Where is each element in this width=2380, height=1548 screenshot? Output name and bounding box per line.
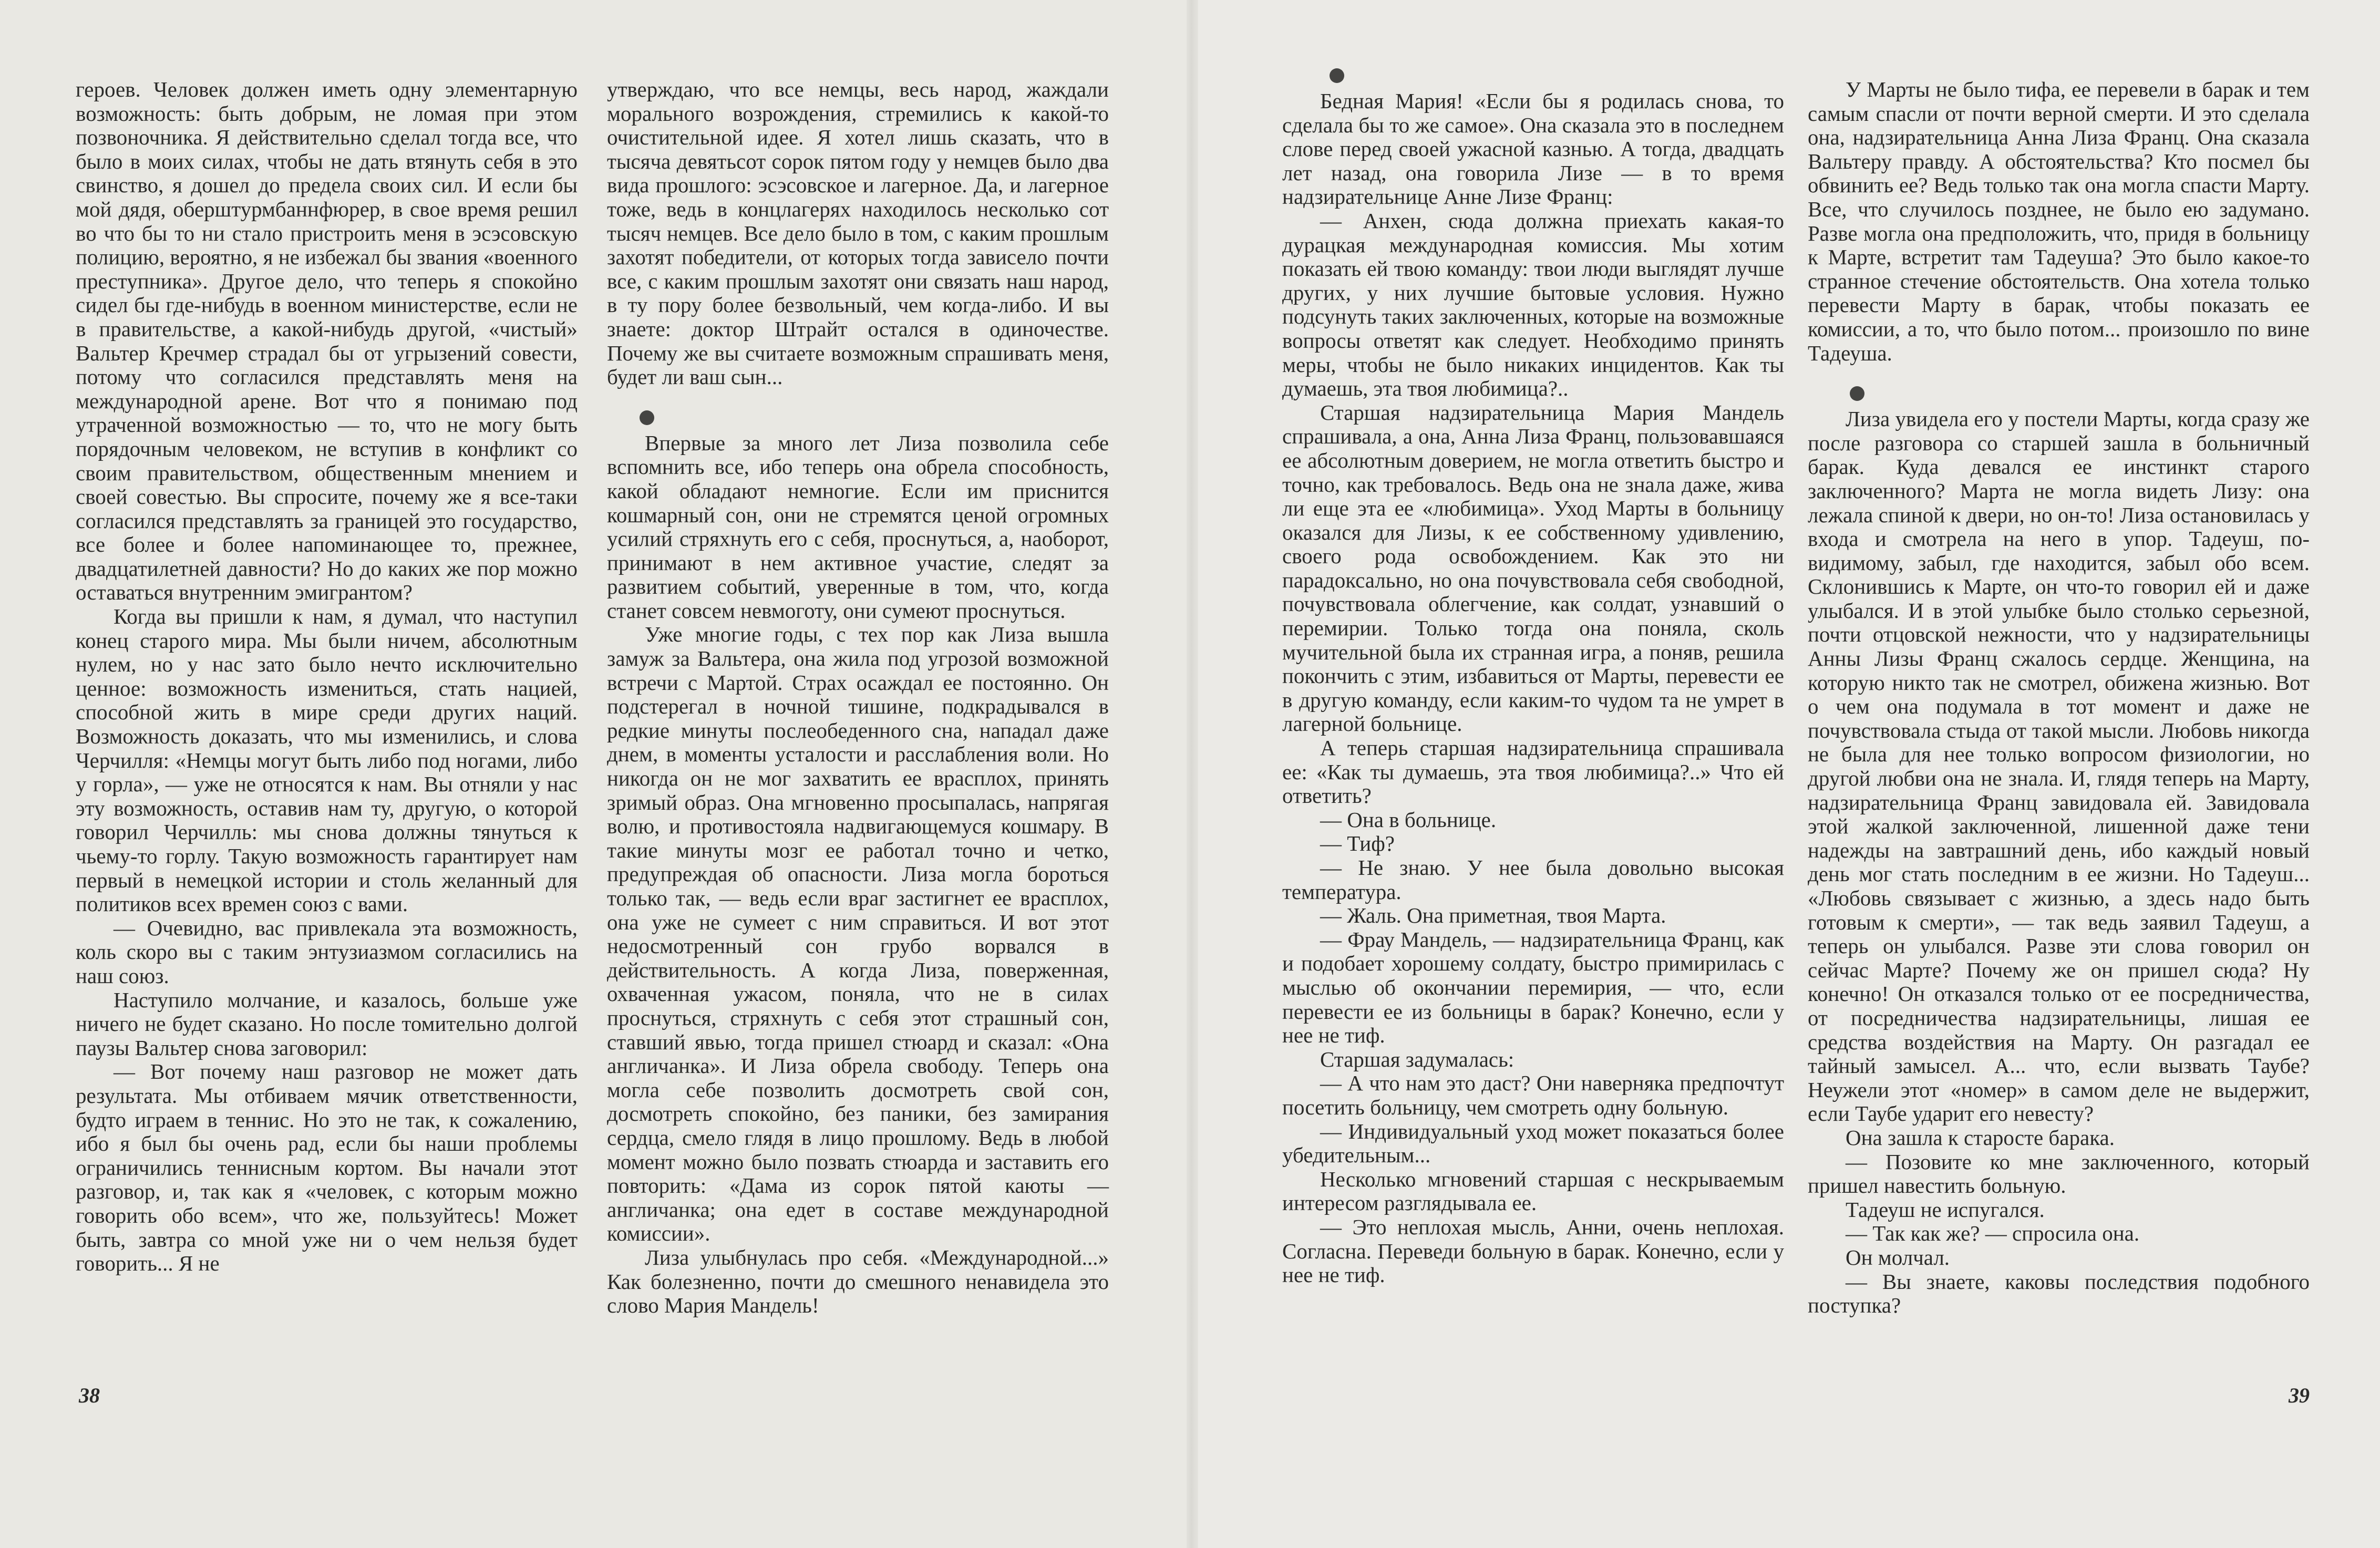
paragraph: героев. Человек должен иметь одну элементарную возможность: быть добрым, не ломая при этом позвоночника. Я действительно сделал тогда все, что было в моих силах, чтобы не дать втянуть себя в это свинство, я дошел до предела своих сил. И если бы мой дядя, оберштурмбаннфюрер, в свое время решил во что бы то ни стало пристроить меня в эсэсовскую полицию, вероятно, я не избежал бы звания «военного преступника». Другое дело, что теперь я спокойно сидел бы где-нибудь в военном министерстве, если не в правительстве, а какой-нибудь другой, «чистый» Вальтер Кречмер страдал бы от угрызений совести, потому что согласился представлять меня на международной арене. Вот что я понимаю под утраченной возможностью — то, что не могу быть порядочным человеком, не вступив в конфликт со своим правительством, общественным мнением и своей совестью. Вы спросите, почему же я все-таки согласился представлять за границей это государство, все более и более напоминающее то, прежнее, двадцатилетней давности? Но до каких же пор можно оставаться внутренним эмигрантом?	[76, 77, 578, 605]
paragraph: — Так как же? — спросила она.	[1846, 1221, 2140, 1246]
paragraph: Он молчал.	[1846, 1245, 1950, 1270]
paragraph: — Это неплохая мысль, Анни, очень неплохая. Согласна. Переведи больную в барак. Конечно, если у нее не тиф.	[1282, 1214, 1784, 1287]
paragraph: — А что нам это даст? Они наверняка предпочтут посетить больницу, чем смотреть одну больную.	[1282, 1071, 1784, 1119]
paragraph: Она зашла к старосте барака.	[1846, 1125, 2115, 1150]
paragraph: Несколько мгновений старшая с нескрываемым интересом разглядывала ее.	[1282, 1167, 1784, 1215]
paragraph: Когда вы пришли к нам, я думал, что наступил конец старого мира. Мы были ничем, абсолютным нулем, но у нас зато было нечто исключительно ценное: возможность измениться, стать нацией, способной жить в мире среди других наций. Возможность доказать, что мы изменились, и слова Черчилля: «Немцы могут быть либо под ногами, либо у горла», — уже не относятся к нам. Вы отняли у нас эту возможность, оставив нам ту, другую, о которой говорил Черчилль: мы снова должны тянуться к чьему-то горлу. Такую возможность гарантирует нам первый в немецкой истории и столь желанный для политиков всех времен союз с вами.	[76, 604, 578, 916]
paragraph: Лиза улыбнулась про себя. «Международной...» Как болезненно, почти до смешного ненавидела это слово Мария Мандель!	[607, 1245, 1109, 1318]
paragraph: — Не знаю. У нее была довольно высокая температура.	[1282, 855, 1784, 904]
page-number-right: 39	[2289, 1384, 2310, 1407]
paragraph: утверждаю, что все немцы, весь народ, жаждали морального возрождения, стремились к какой-то очистительной идее. Я хотел лишь сказать, что в тысяча девятьсот сорок пятом году у немцев было два вида прошлого: эсэсовское и лагерное. Да, и лагерное тоже, ведь в концлагерях находилось несколько сот тысяч немцев. Все дело было в том, с каким прошлым захотят победители, от которых тогда зависело почти все, с каким прошлым захотят они связать наш народ, в ту пору более безвольный, чем когда-либо. И вы знаете: доктор Штрайт остался в одиночестве. Почему же вы считаете возможным спрашивать меня, будет ли ваш сын...	[607, 77, 1109, 389]
paragraph: Уже многие годы, с тех пор как Лиза вышла замуж за Вальтера, она жила под угрозой возможной встречи с Мартой. Страх осаждал ее постоянно. Он подстерегал в ночной тишине, подкрадывался в редкие минуты послеобеденного сна, нападал даже днем, в моменты усталости и расслабления воли. Но никогда он не мог захватить ее врасплох, принять зримый образ. Она мгновенно просыпалась, напрягая волю, и противостояла надвигающемуся кошмару. В такие минуты мозг ее работал точно и четко, предупреждая об опасности. Лиза могла бороться только так, — ведь если враг застигнет ее врасплох, она уже не сумеет с ним справиться. И вот этот недосмотренный сон грубо ворвался в действительность. А когда Лиза, поверженная, охваченная ужасом, поняла, что не в силах проснуться, стряхнуть с себя этот страшный сон, ставший явью, тогда пришел стюард и сказал: «Она англичанка». И Лиза обрела свободу. Теперь она могла себе позволить досмотреть свой сон, досмотреть спокойно, без паники, без замирания сердца, смело глядя в лицо прошлому. Ведь в любой момент можно было позвать стюарда и заставить его повторить: «Дама из сорок пятой каюты — англичанка; она едет в составе международной комиссии».	[607, 622, 1109, 1246]
paragraph: У Марты не было тифа, ее перевели в барак и тем самым спасли от почти верной смерти. И это сделала она, надзирательница Анна Лиза Франц. Она сказала Вальтеру правду. А обстоятельства? Кто посмел бы обвинить ее? Ведь только так она могла спасти Марту. Все, что случилось позднее, не было ею задумано. Разве могла она предположить, что, придя в больницу к Марте, встретит там Тадеуша? Это было какое-то странное стечение обстоятельств. Она хотела только перевести Марту в барак, чтобы показать ее комиссии, а то, что было потом... произошло по вине Тадеуша.	[1808, 77, 2310, 365]
section-bullet-icon	[1850, 386, 1864, 401]
paragraph: Лиза увидела его у постели Марты, когда сразу же после разговора со старшей зашла в больничный барак. Куда девался ее инстинкт старого заключенного? Марта не могла видеть Лизу: она лежала спиной к двери, но он-то! Лиза остановилась у входа и смотрела на него в упор. Тадеуш, по-видимому, забыл, где находится, забыл обо всем. Склонившись к Марте, он что-то говорил ей и даже улыбался. И в этой улыбке было столько серьезной, почти отцовской нежности, что у надзирательницы Анны Лизы Франц сжалось сердце. Женщина, на которую никто так не смотрел, обижена жизнью. Вот о чем она подумала в тот момент и даже не почувствовала стыда от такой мысли. Любовь никогда не была для нее только вопросом физиологии, но другой любви она не знала. И, глядя теперь на Марту, надзирательница Франц завидовала ей. Завидовала этой жалкой заключенной, лишенной даже тени надежды на завтрашний день, ибо каждый новый день мог стать последним в ее жизни. Но Тадеуш... «Любовь связывает с жизнью, а здесь надо быть готовым к смерти», — так ведь заявил Тадеуш, а теперь он улыбался. Разве эти слова говорил он сейчас Марте? Почему же он пришел сюда? Ну конечно! Он отказался только от ее посредничества, от посредничества надзирательницы, лишая ее средства воздействия на Марту. Он разгадал ее тайный замысел. А... что, если вызвать Таубе? Неужели этот «номер» в самом деле не выдержит, если Таубе ударит его невесту?	[1808, 407, 2310, 1126]
paragraph: — Вы знаете, каковы последствия подобного поступка?	[1808, 1269, 2310, 1318]
right-page-column-2	[1808, 78, 2310, 1318]
paragraph: Старшая надзирательница Мария Мандель спрашивала, а она, Анна Лиза Франц, пользовавшаяся ее абсолютным доверием, не могла ответить быстро и точно, как требовалось. Ведь она не знала даже, жива ли еще эта ее «любимица». Уход Марты в больницу оказался для Лизы, к ее собственному удивлению, своего рода освобождением. Как это ни парадоксально, но она почувствовала себя свободной, почувствовала облегчение, как солдат, узнавший о перемирии. Только тогда она поняла, сколь мучительной была их странная игра, а поняв, решила покончить с этим, избавиться от Марты, перевести ее в другую команду, если каким-то чудом та не умрет в лагерной больнице.	[1282, 400, 1784, 736]
paragraph: Наступило молчание, и казалось, больше уже ничего не будет сказано. Но после томительно долгой паузы Вальтер снова заговорил:	[76, 987, 578, 1060]
paragraph: — Индивидуальный уход может показаться более убедительным...	[1282, 1119, 1784, 1168]
section-bullet-icon	[1330, 68, 1344, 83]
paragraph: Тадеуш не испугался.	[1846, 1197, 2045, 1222]
paragraph: А теперь старшая надзирательница спрашивала ее: «Как ты думаешь, эта твоя любимица?..» Что ей ответить?	[1282, 736, 1784, 808]
paragraph: — Вот почему наш разговор не может дать результата. Мы отбиваем мячик ответственности, будто играем в теннис. Но это не так, к сожалению, ибо я был бы очень рад, если бы наши проблемы ограничились теннисным кортом. Вы начали этот разговор, и, так как я «человек, с которым можно говорить обо всем», что же, пользуйтесь! Может быть, завтра со мной уже ни о чем нельзя будет говорить... Я не	[76, 1059, 578, 1276]
paragraph: — Тиф?	[1320, 831, 1395, 856]
right-page-column-1	[1282, 68, 1784, 1287]
paragraph: — Анхен, сюда должна приехать какая-то дурацкая международная комиссия. Мы хотим показать ей твою команду: твои люди выглядят лучше других, у них лучшие бытовые условия. Нужно подсунуть таких заключенных, которые на возможные вопросы ответят как следует. Необходимо принять меры, чтобы не было никаких инцидентов. Как ты думаешь, эта твоя любимица?..	[1282, 208, 1784, 401]
left-page-column-2	[607, 78, 1109, 1318]
paragraph: — Очевидно, вас привлекала эта возможность, коль скоро вы с таким энтузиазмом согласились на наш союз.	[76, 915, 578, 988]
book-gutter	[1187, 0, 1198, 1548]
left-page-column-1	[76, 78, 578, 1276]
paragraph: Старшая задумалась:	[1320, 1047, 1514, 1071]
paragraph: Бедная Мария! «Если бы я родилась снова, то сделала бы то же самое». Она сказала это в последнем слове перед своей ужасной казнью. А тогда, двадцать лет назад, она говорила Лизе — в то время надзирательнице Анне Лизе Франц:	[1282, 89, 1784, 209]
paragraph: — Фрау Мандель, — надзирательница Франц, как и подобает хорошему солдату, быстро примирилась с мыслью об окончании перемирия, — что, если перевести ее из больницы в барак? Конечно, если у нее не тиф.	[1282, 927, 1784, 1048]
paragraph: — Жаль. Она приметная, твоя Марта.	[1320, 903, 1666, 928]
section-bullet-icon	[640, 410, 654, 425]
paragraph: Впервые за много лет Лиза позволила себе вспомнить все, ибо теперь она обрела способность, какой обладают немногие. Если им приснится кошмарный сон, они не стремятся ценой огромных усилий стряхнуть его с себя, проснуться, а, наоборот, принимают в нем активное участие, следят за развитием событий, уверенные в том, что, когда станет совсем невмоготу, они сумеют проснуться.	[607, 430, 1109, 623]
paragraph: — Она в больнице.	[1320, 807, 1497, 832]
paragraph: — Позовите ко мне заключенного, который пришел навестить больную.	[1808, 1149, 2310, 1198]
page-number-left: 38	[79, 1384, 100, 1407]
